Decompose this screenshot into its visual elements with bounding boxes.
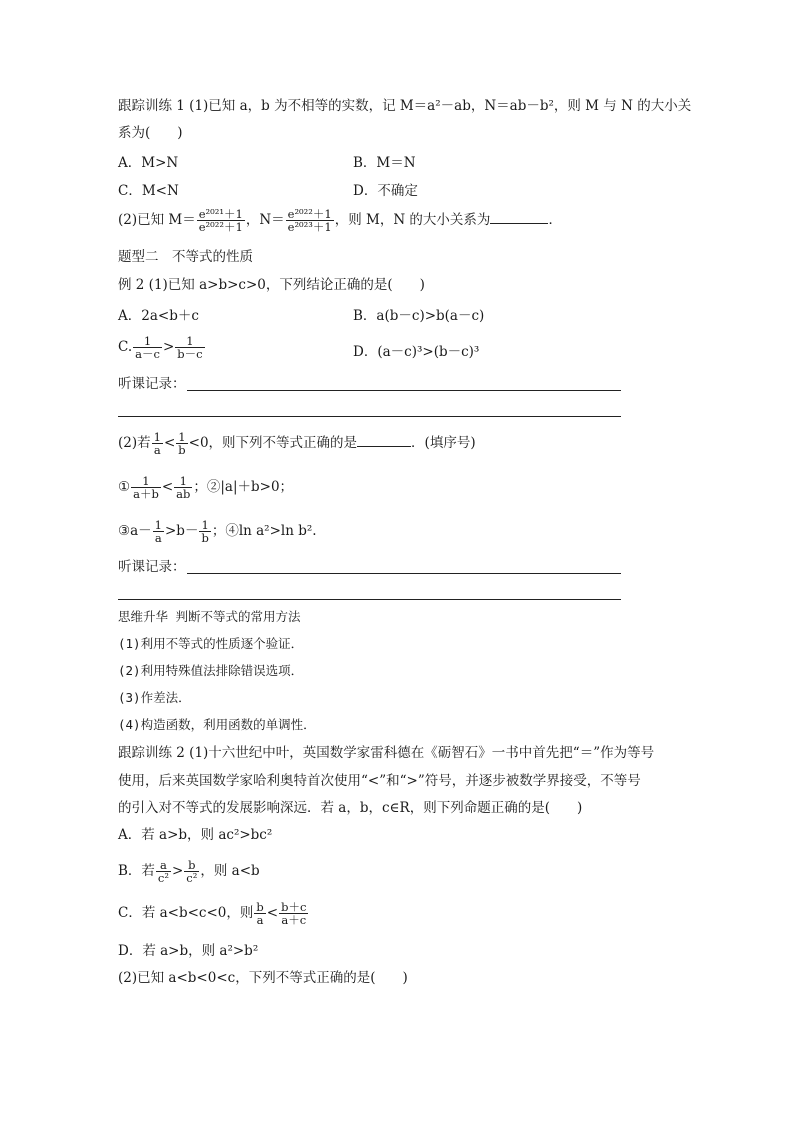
answer-blank[interactable] [357, 434, 411, 447]
summary-item: (4)构造函数，利用函数的单调性． [118, 717, 316, 732]
example2-question1: 例 2 (1)已知 a>b>c>0，下列结论正确的是( ) [118, 277, 425, 293]
summary-item: (3)作差法． [118, 690, 191, 705]
practice1-option-a: A．M>N [118, 155, 179, 171]
practice1-question1-line1: 跟踪训练 1 (1)已知 a，b 为不相等的实数，记 M＝a²－ab，N＝ab－b²，则 M 与 N 的大小关 [118, 98, 692, 114]
notes-label-2: 听课记录： [118, 559, 186, 575]
answer-blank[interactable] [490, 211, 548, 224]
example2-question2: (2)若 $\frac{1}{a}$ < $\frac{1}{b}$ <0，则下列不等式正确的是 ．(填序号) [118, 430, 476, 457]
practice2-option-b: B．若 $\frac{a}{\text{c²}}$ > $\frac{b}{\text{c²}}$ ，则 a<b [118, 858, 260, 885]
fraction-m: $\frac{\text{e²⁰²¹＋1}}{\text{e²⁰²²＋1}}$ [198, 207, 243, 234]
section-title: 题型二 不等式的性质 [118, 249, 253, 265]
practice1-question1-line2: 系为( ) [118, 125, 183, 141]
example2-items-3-4: ③a－ $\frac{1}{a}$ >b－ $\frac{1}{b}$ ；④ln a²>ln b². [118, 518, 317, 545]
practice1-option-d: D．不确定 [353, 183, 418, 199]
example2-items-1-2: ① $\frac{1}{a+b}$ < $\frac{1}{ab}$ ；②|a|＋b>0； [118, 474, 294, 501]
notes-line[interactable] [187, 573, 621, 574]
example2-option-c: C. $\frac{1}{a-c}$ > $\frac{1}{b-c}$ [118, 334, 203, 361]
example2-option-d: D．(a－c)³>(b－c)³ [353, 344, 480, 360]
notes-line[interactable] [187, 390, 621, 391]
summary-title: 思维升华 判断不等式的常用方法 [118, 609, 301, 624]
practice2-option-d: D．若 a>b，则 a²>b² [118, 943, 259, 959]
practice1-option-b: B．M＝N [353, 155, 416, 171]
practice2-question2: (2)已知 a<b<0<c，下列不等式正确的是( ) [118, 970, 408, 986]
notes-line[interactable] [118, 416, 621, 417]
practice2-line1: 跟踪训练 2 (1)十六世纪中叶，英国数学家雷科德在《砺智石》一书中首先把“＝”作为等号 [118, 745, 655, 761]
practice2-line3: 的引入对不等式的发展影响深远．若 a，b，c∈R，则下列命题正确的是( ) [118, 800, 583, 816]
practice2-option-a: A．若 a>b，则 ac²>bc² [118, 827, 273, 843]
summary-item: (2)利用特殊值法排除错误选项． [118, 663, 304, 678]
practice2-option-c: C．若 a<b<c<0，则 $\frac{b}{a}$ < $\frac{b+c}{a+c}$ [118, 900, 307, 927]
practice2-line2: 使用，后来英国数学家哈利奥特首次使用“<”和“>”符号，并逐步被数学界接受，不等号 [118, 773, 641, 789]
summary-item: (1)利用不等式的性质逐个验证． [118, 636, 304, 651]
practice1-option-c: C．M<N [118, 183, 179, 199]
fraction-n: $\frac{\text{e²⁰²²＋1}}{\text{e²⁰²³＋1}}$ [287, 207, 332, 234]
notes-label-1: 听课记录： [118, 376, 186, 392]
notes-line[interactable] [118, 599, 621, 600]
practice1-question2: (2)已知 M＝ $\frac{\text{e²⁰²¹＋1}}{\text{e²⁰²²＋1}}$ ，N＝ $\frac{\text{e²⁰²²＋1}}{\text{e²⁰²³＋1}}$ ，则 M，N 的大小关系为 ． [118, 207, 562, 234]
example2-option-a: A．2a<b＋c [118, 308, 199, 324]
example2-option-b: B．a(b－c)>b(a－c) [353, 308, 485, 324]
